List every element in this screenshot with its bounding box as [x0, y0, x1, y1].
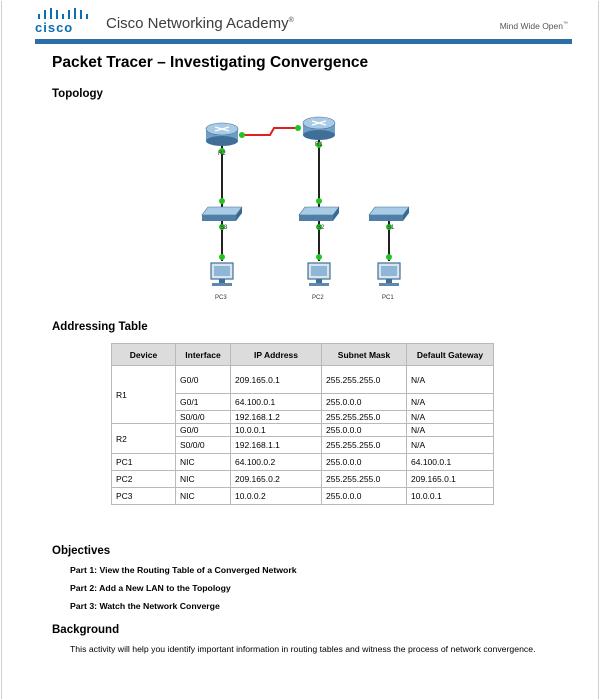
table-cell: 64.100.0.1 [407, 454, 494, 471]
device-cell: PC1 [112, 454, 176, 471]
table-cell: NIC [176, 454, 231, 471]
table-cell: 255.255.255.0 [322, 411, 407, 424]
table-cell: 255.0.0.0 [322, 454, 407, 471]
device-cell: R1 [112, 366, 176, 424]
device-cell: PC3 [112, 488, 176, 505]
pc3-icon [211, 263, 233, 286]
table-cell: 209.165.0.2 [231, 471, 322, 488]
topology-diagram [182, 109, 422, 309]
table-cell: 192.168.1.2 [231, 411, 322, 424]
s1-label: S1 [387, 225, 395, 231]
table-row [112, 424, 494, 437]
table-cell: 209.165.0.1 [231, 366, 322, 394]
table-cell: 10.0.0.1 [407, 488, 494, 505]
switch-s2-icon [299, 207, 339, 221]
pc1-label: PC1 [382, 295, 394, 301]
table-cell: 192.168.1.1 [231, 437, 322, 454]
col-device: Device [112, 344, 176, 366]
page-title: Packet Tracer – Investigating Convergence [52, 54, 369, 71]
table-cell: 64.100.0.1 [231, 394, 322, 411]
table-cell: 255.255.255.0 [322, 437, 407, 454]
table-row [112, 488, 494, 505]
table-cell: 10.0.0.2 [231, 488, 322, 505]
pc2-label: PC2 [312, 295, 324, 301]
col-default-gateway: Default Gateway [407, 344, 494, 366]
router-r2-icon [206, 123, 238, 146]
objectives-heading: Objectives [52, 545, 111, 557]
table-row [112, 471, 494, 488]
serial-link [239, 128, 300, 135]
cisco-bars-icon [37, 8, 93, 19]
table-cell: 64.100.0.2 [231, 454, 322, 471]
table-cell: N/A [407, 424, 494, 437]
pc3-label: PC3 [215, 295, 227, 301]
table-cell: N/A [407, 437, 494, 454]
table-cell: N/A [407, 411, 494, 424]
cisco-logo [35, 8, 95, 34]
addressing-heading: Addressing Table [52, 321, 148, 333]
addressing-table [111, 343, 494, 505]
table-cell: 255.0.0.0 [322, 424, 407, 437]
topology-heading: Topology [52, 88, 103, 100]
table-cell: G0/1 [176, 394, 231, 411]
col-interface: Interface [176, 344, 231, 366]
device-cell: R2 [112, 424, 176, 454]
table-cell: 255.0.0.0 [322, 394, 407, 411]
table-cell: 209.165.0.1 [407, 471, 494, 488]
objective-part-2: Part 2: Add a New LAN to the Topology [70, 583, 231, 593]
r2-label: R2 [218, 151, 226, 157]
switch-s1-icon [369, 207, 409, 221]
link-lights [219, 125, 395, 260]
table-cell: N/A [407, 394, 494, 411]
col-subnet-mask: Subnet Mask [322, 344, 407, 366]
table-cell: S0/0/0 [176, 437, 231, 454]
table-cell: 255.0.0.0 [322, 488, 407, 505]
table-cell: NIC [176, 471, 231, 488]
col-ip-address: IP Address [231, 344, 322, 366]
cisco-wordmark: cisco [35, 20, 74, 35]
header-bar [35, 39, 572, 44]
router-r1-icon [303, 117, 335, 140]
objective-part-1: Part 1: View the Routing Table of a Converged Network [70, 565, 297, 575]
table-cell: N/A [407, 366, 494, 394]
s2-label: S2 [317, 225, 325, 231]
r1-label: R1 [315, 142, 323, 148]
table-cell: G0/0 [176, 424, 231, 437]
document-page [1, 1, 599, 699]
tagline: Mind Wide Open™ [499, 21, 568, 31]
topology-svg [182, 109, 422, 309]
table-header-row [112, 344, 494, 366]
table-row [112, 366, 494, 394]
objective-part-3: Part 3: Watch the Network Converge [70, 601, 220, 611]
table-cell: 255.255.255.0 [322, 366, 407, 394]
device-cell: PC2 [112, 471, 176, 488]
switch-s3-icon [202, 207, 242, 221]
table-cell: G0/0 [176, 366, 231, 394]
background-text: This activity will help you identify important information in routing tables and witness the process of network convergence. [70, 644, 536, 654]
table-row [112, 454, 494, 471]
s3-label: S3 [220, 225, 228, 231]
pc2-icon [308, 263, 330, 286]
table-cell: 255.255.255.0 [322, 471, 407, 488]
academy-title: Cisco Networking Academy® [106, 15, 294, 32]
table-cell: NIC [176, 488, 231, 505]
table-cell: 10.0.0.1 [231, 424, 322, 437]
table-cell: S0/0/0 [176, 411, 231, 424]
pc1-icon [378, 263, 400, 286]
background-heading: Background [52, 624, 120, 636]
